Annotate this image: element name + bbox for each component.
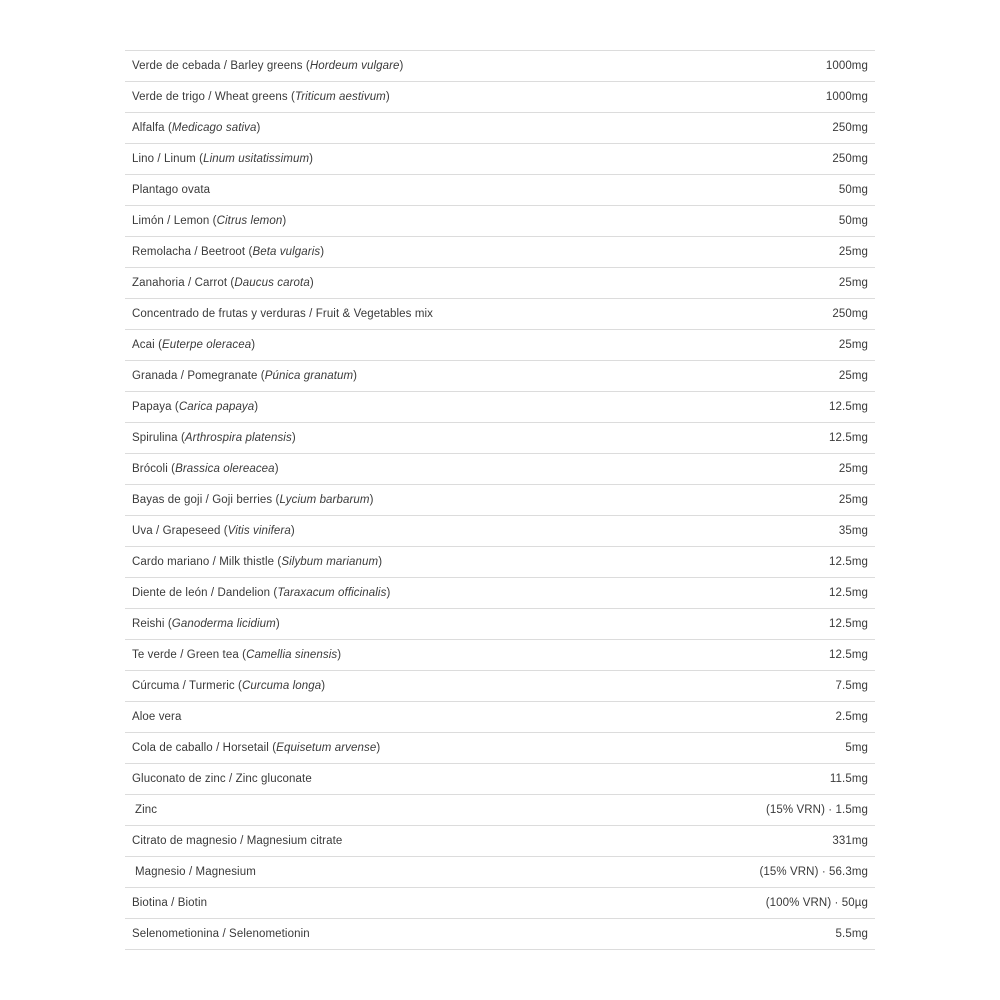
ingredient-amount: (100% VRN) · 50µg <box>765 897 868 909</box>
ingredient-common-name: Citrato de magnesio / Magnesium citrate <box>132 835 343 847</box>
table-row <box>125 702 875 733</box>
ingredient-scientific-name: Linum usitatissimum <box>203 153 310 165</box>
ingredient-amount: 12.5mg <box>829 587 868 599</box>
table-row <box>125 454 875 485</box>
ingredient-name <box>125 711 181 723</box>
ingredient-name <box>125 835 342 847</box>
table-row <box>125 547 875 578</box>
table-row <box>125 361 875 392</box>
ingredient-common-name: Cúrcuma / Turmeric ( <box>132 680 242 692</box>
ingredient-scientific-name: Triticum aestivum <box>294 91 386 103</box>
ingredient-scientific-name: Vitis vinifera <box>227 525 291 537</box>
ingredient-name <box>125 122 260 134</box>
ingredient-amount: 25mg <box>838 494 868 506</box>
ingredient-amount: (15% VRN) · 56.3mg <box>759 866 868 878</box>
ingredient-common-name: Granada / Pomegranate ( <box>132 370 265 382</box>
ingredient-scientific-name: Taraxacum officinalis <box>277 587 387 599</box>
ingredient-common-name: Limón / Lemon ( <box>132 215 217 227</box>
ingredients-sheet <box>125 50 875 950</box>
ingredient-common-name: Remolacha / Beetroot ( <box>132 246 253 258</box>
table-row <box>125 113 875 144</box>
ingredient-scientific-name: Beta vulgaris <box>252 246 321 258</box>
table-row <box>125 795 875 826</box>
ingredient-scientific-name: Carica papaya <box>178 401 255 413</box>
ingredient-name-tail: ) <box>321 680 326 692</box>
ingredient-scientific-name: Citrus lemon <box>216 215 283 227</box>
ingredient-scientific-name: Arthrospira platensis <box>184 432 292 444</box>
ingredient-name-tail: ) <box>254 401 259 413</box>
ingredient-name <box>125 91 390 103</box>
ingredient-name <box>125 60 403 72</box>
ingredient-name-tail: ) <box>337 649 342 661</box>
table-row <box>125 857 875 888</box>
table-row <box>125 516 875 547</box>
table-row <box>125 237 875 268</box>
ingredient-name-tail: ) <box>385 91 390 103</box>
ingredient-name <box>125 556 382 568</box>
ingredient-name-tail: ) <box>353 370 358 382</box>
ingredient-amount: 2.5mg <box>835 711 868 723</box>
ingredient-name <box>125 928 310 940</box>
ingredient-scientific-name: Medicago sativa <box>171 122 257 134</box>
ingredient-name <box>125 308 433 320</box>
table-row <box>125 826 875 857</box>
ingredient-amount: 12.5mg <box>829 401 868 413</box>
ingredient-amount: 50mg <box>838 184 868 196</box>
ingredient-common-name: Te verde / Green tea ( <box>132 649 247 661</box>
ingredient-amount: 5.5mg <box>835 928 868 940</box>
ingredient-amount: 12.5mg <box>829 649 868 661</box>
ingredient-common-name: Gluconato de zinc / Zinc gluconate <box>132 773 312 785</box>
ingredient-name <box>125 432 296 444</box>
ingredient-name <box>125 618 280 630</box>
table-row <box>125 423 875 454</box>
ingredient-common-name: Cola de caballo / Horsetail ( <box>132 742 277 754</box>
ingredient-scientific-name: Púnica granatum <box>264 370 354 382</box>
ingredient-amount: 1000mg <box>825 91 868 103</box>
ingredient-name <box>125 153 313 165</box>
table-row <box>125 206 875 237</box>
ingredient-name <box>125 246 324 258</box>
ingredient-name <box>125 680 325 692</box>
ingredient-common-name: Biotina / Biotin <box>132 897 208 909</box>
ingredient-name <box>125 463 279 475</box>
ingredient-name-tail: ) <box>274 463 279 475</box>
ingredient-common-name: Uva / Grapeseed ( <box>132 525 228 537</box>
ingredient-amount: 12.5mg <box>829 432 868 444</box>
ingredient-scientific-name: Ganoderma licidium <box>171 618 276 630</box>
table-row <box>125 299 875 330</box>
ingredient-name-tail: ) <box>399 60 404 72</box>
ingredient-scientific-name: Lycium barbarum <box>279 494 370 506</box>
ingredient-scientific-name: Euterpe oleracea <box>162 339 252 351</box>
ingredient-common-name: Verde de trigo / Wheat greens ( <box>132 91 295 103</box>
table-row <box>125 392 875 423</box>
ingredient-amount: 250mg <box>832 153 868 165</box>
ingredient-amount: 25mg <box>838 277 868 289</box>
ingredient-amount: 1000mg <box>825 60 868 72</box>
ingredient-name-tail: ) <box>291 432 296 444</box>
ingredient-amount: 25mg <box>838 463 868 475</box>
table-row <box>125 888 875 919</box>
table-row <box>125 51 875 82</box>
ingredient-scientific-name: Camellia sinensis <box>246 649 338 661</box>
ingredient-name-tail: ) <box>320 246 325 258</box>
ingredient-common-name: Concentrado de frutas y verduras / Fruit & Vegetables mix <box>132 308 434 320</box>
ingredient-scientific-name: Equisetum arvense <box>276 742 377 754</box>
table-row <box>125 609 875 640</box>
ingredient-name <box>125 897 207 909</box>
ingredient-name-tail: ) <box>290 525 295 537</box>
ingredient-scientific-name: Brassica olereacea <box>175 463 275 475</box>
table-row <box>125 485 875 516</box>
ingredient-amount: 25mg <box>838 370 868 382</box>
table-row <box>125 268 875 299</box>
ingredient-name <box>125 215 286 227</box>
ingredient-scientific-name: Hordeum vulgare <box>309 60 400 72</box>
ingredient-name-tail: ) <box>309 277 314 289</box>
ingredient-amount: 250mg <box>832 122 868 134</box>
ingredient-common-name: Zinc <box>135 804 158 816</box>
ingredient-name <box>125 587 390 599</box>
table-row <box>125 578 875 609</box>
ingredient-common-name: Bayas de goji / Goji berries ( <box>132 494 280 506</box>
ingredient-common-name: Spirulina ( <box>132 432 185 444</box>
ingredient-common-name: Zanahoria / Carrot ( <box>132 277 235 289</box>
ingredient-amount: 7.5mg <box>835 680 868 692</box>
table-row <box>125 764 875 795</box>
ingredient-name-tail: ) <box>376 742 381 754</box>
ingredient-common-name: Reishi ( <box>132 618 172 630</box>
ingredient-name <box>125 866 256 878</box>
ingredient-name <box>125 804 157 816</box>
ingredient-name <box>125 184 210 196</box>
ingredient-amount: 331mg <box>832 835 868 847</box>
table-row <box>125 671 875 702</box>
ingredient-name <box>125 370 357 382</box>
ingredient-name <box>125 339 255 351</box>
ingredient-name-tail: ) <box>256 122 261 134</box>
ingredient-amount: 250mg <box>832 308 868 320</box>
table-row <box>125 733 875 764</box>
ingredient-common-name: Diente de león / Dandelion ( <box>132 587 278 599</box>
ingredient-name <box>125 525 295 537</box>
ingredient-name-tail: ) <box>275 618 280 630</box>
ingredient-name-tail: ) <box>386 587 391 599</box>
ingredients-table <box>125 50 875 950</box>
ingredient-name-tail: ) <box>369 494 374 506</box>
ingredient-common-name: Cardo mariano / Milk thistle ( <box>132 556 282 568</box>
table-row <box>125 175 875 206</box>
ingredient-name-tail: ) <box>378 556 383 568</box>
ingredient-amount: 12.5mg <box>829 618 868 630</box>
ingredient-amount: 12.5mg <box>829 556 868 568</box>
ingredient-common-name: Lino / Linum ( <box>132 153 204 165</box>
ingredient-common-name: Alfalfa ( <box>132 122 172 134</box>
ingredient-scientific-name: Silybum marianum <box>281 556 379 568</box>
ingredient-common-name: Verde de cebada / Barley greens ( <box>132 60 310 72</box>
ingredient-scientific-name: Daucus carota <box>234 277 310 289</box>
ingredient-common-name: Selenometionina / Selenometionin <box>132 928 310 940</box>
ingredient-name <box>125 649 341 661</box>
table-row <box>125 919 875 950</box>
ingredient-name-tail: ) <box>282 215 287 227</box>
ingredient-common-name: Papaya ( <box>132 401 179 413</box>
ingredient-amount: 35mg <box>838 525 868 537</box>
ingredient-common-name: Plantago ovata <box>132 184 211 196</box>
ingredient-common-name: Aloe vera <box>132 711 182 723</box>
ingredient-name-tail: ) <box>251 339 256 351</box>
ingredient-amount: 25mg <box>838 339 868 351</box>
ingredient-name <box>125 773 312 785</box>
ingredient-name <box>125 494 374 506</box>
ingredient-amount: 50mg <box>838 215 868 227</box>
ingredient-name-tail: ) <box>309 153 314 165</box>
ingredient-common-name: Magnesio / Magnesium <box>135 866 256 878</box>
ingredient-name <box>125 277 314 289</box>
ingredient-name <box>125 401 258 413</box>
table-row <box>125 82 875 113</box>
ingredient-scientific-name: Curcuma longa <box>242 680 322 692</box>
ingredient-amount: 11.5mg <box>829 773 868 785</box>
ingredient-name <box>125 742 380 754</box>
table-row <box>125 330 875 361</box>
ingredient-amount: 25mg <box>838 246 868 258</box>
ingredient-common-name: Brócoli ( <box>132 463 176 475</box>
ingredient-amount: (15% VRN) · 1.5mg <box>765 804 868 816</box>
ingredient-common-name: Acai ( <box>132 339 162 351</box>
ingredient-amount: 5mg <box>845 742 868 754</box>
table-row <box>125 640 875 671</box>
table-row <box>125 144 875 175</box>
